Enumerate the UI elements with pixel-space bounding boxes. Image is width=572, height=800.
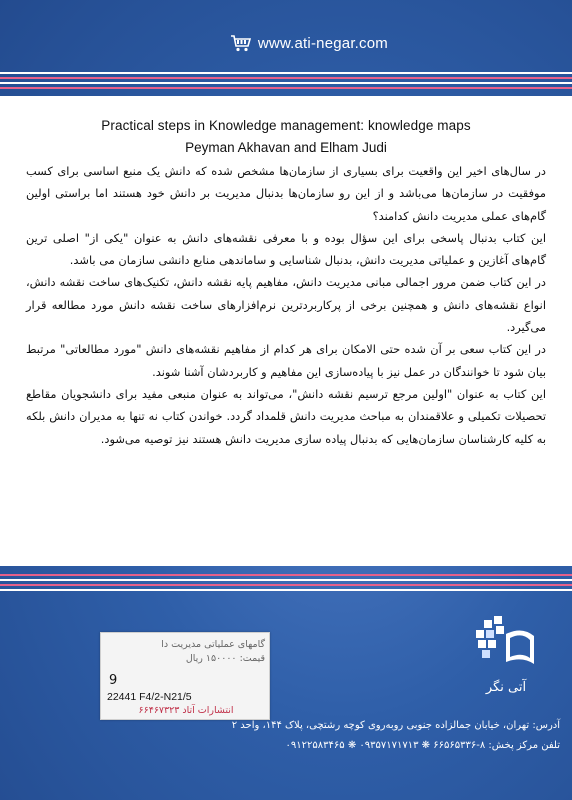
english-title: Practical steps in Knowledge management: knowledge maps — [101, 118, 471, 133]
publisher-logo — [470, 612, 542, 702]
sticker-code: 22441 F4/2-N21/5 — [107, 691, 192, 703]
website-row — [230, 34, 388, 52]
top-decorative-lines — [0, 72, 572, 94]
publisher-contact — [210, 716, 560, 760]
description-paragraph: این کتاب به عنوان "اولین مرجع ترسیم نقشه دانش"، می‌تواند به عنوان منبعی مفید برای دانشجویان مقاطع تحصیلات تکمیلی و علاقمندان به مباحث مدیریت دانش قلمداد گردد. خواندن کتاب نه تنها به مدیران دانش بلکه به کلیه کارشناسان سازمان‌هایی که بدنبال پیاده سازی مدیریت دانش هستند نیز توصیه می‌شود. — [26, 386, 546, 446]
website-url[interactable]: www.ati-negar.com — [257, 34, 388, 52]
sticker-publisher: انتشارات آتاد ۶۶۴۶۷۳۲۳ — [138, 705, 234, 716]
description-paragraph: در این کتاب ضمن مرور اجمالی مبانی مدیریت دانش، مفاهیم پایه نقشه دانش، تکنیک‌های ساخت نقشه دانش، انواع نقشه‌های دانش و همچنین برخی از پرکاربردترین نرم‌افزارهای ساخت نقشه دانش مورد مطالعه قرار می‌گیرد. — [26, 275, 546, 335]
bottom-decorative-lines — [0, 574, 572, 596]
description-paragraph: در سال‌های اخیر این واقعیت برای بسیاری از سازمان‌ها مشخص شده که دانش یک منبع اساسی برای کسب موفقیت در سازمان‌ها می‌باشد و از این رو سازمان‌ها بدنبال مدیریت بر دانش خود هستند اما براستی اولین گام‌های عملی مدیریت دانش کدامند؟ — [26, 164, 546, 223]
sticker-book-title: گامهای عملیاتی مدیریت دا — [161, 639, 265, 650]
sticker-price: قیمت: ۱۵۰۰۰۰ ریال — [185, 653, 265, 664]
top-strip — [0, 0, 572, 80]
sticker-digit: 9 — [109, 673, 118, 688]
description-paragraph: این کتاب بدنبال پاسخی برای این سؤال بوده و با معرفی نقشه‌های دانش به عنوان "یکی از" اصلی ترین گام‌های آغازین و عملیاتی مدیریت دانش، بدنبال شناسایی و ساماندهی منابع دانشی سازمان می باشد. — [26, 230, 546, 268]
shopping-cart-icon — [230, 34, 252, 52]
publisher-address: آدرس: تهران، خیابان جمالزاده جنوبی روبه‌روی کوچه رشتچی، پلاک ۱۴۴، واحد ۲ — [231, 720, 560, 731]
persian-description — [26, 160, 546, 450]
price-sticker — [100, 632, 270, 720]
english-authors: Peyman Akhavan and Elham Judi — [185, 140, 387, 155]
publisher-phones: تلفن مرکز پخش: ۸-۶۶۵۶۵۳۳۶ ❋ ۰۹۳۵۷۱۷۱۷۱۳ ❋ ۰۹۱۲۲۵۸۳۴۶۵ — [285, 740, 560, 751]
description-paragraph: در این کتاب سعی بر آن شده حتی الامکان برای هر کدام از مفاهیم نقشه‌های دانش "مورد مطالعاتی" مرتبط بیان شود تا خوانندگان در عمل نیز با پیاده‌سازی این مفاهیم و کاربردشان آشنا شوند. — [26, 342, 546, 379]
publisher-logo-icon — [470, 612, 542, 678]
publisher-logo-text: آتی نگر — [485, 680, 527, 695]
